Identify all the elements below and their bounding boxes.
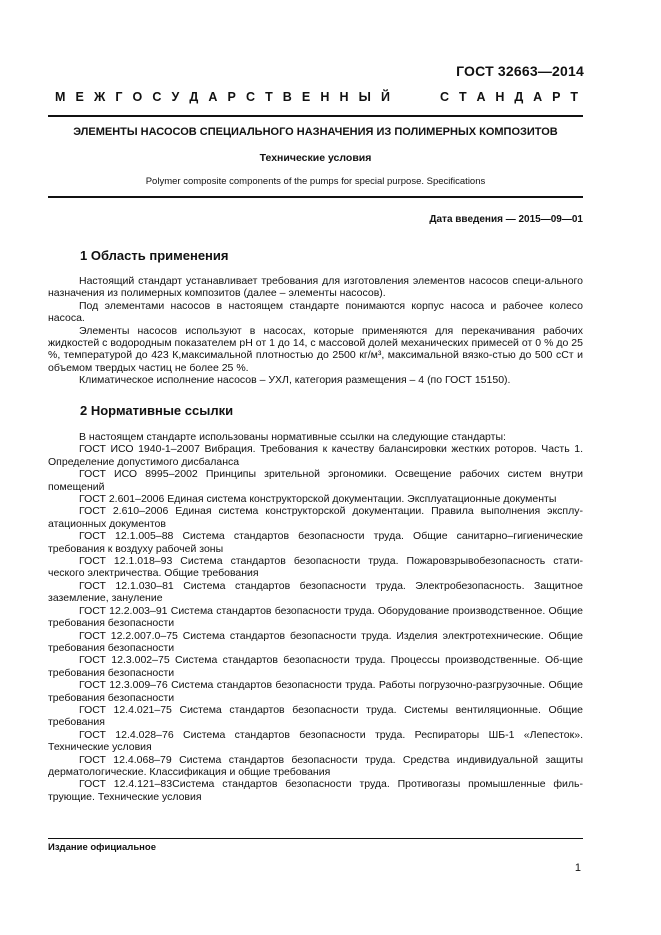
reference-item: ГОСТ 2.610–2006 Единая система конструкторской документации. Правила выполнения эксплу-атационных документов	[48, 505, 583, 530]
banner-letter: С	[245, 90, 255, 104]
references-intro: В настоящем стандарте использованы нормативные ссылки на следующие стандарты:	[79, 431, 506, 443]
document-title: ЭЛЕМЕНТЫ НАСОСОВ СПЕЦИАЛЬНОГО НАЗНАЧЕНИЯ ИЗ ПОЛИМЕРНЫХ КОМПОЗИТОВ	[73, 126, 558, 138]
paragraph: Под элементами насосов в настоящем стандарте понимаются корпус насоса и рабочее колесо насоса.	[48, 299, 583, 325]
introduction-date: Дата введения — 2015—09—01	[429, 214, 583, 225]
document-title-english: Polymer composite components of the pumps for special purpose. Specifications	[145, 176, 486, 187]
banner-letter: Н	[495, 90, 505, 104]
gost-number: ГОСТ 32663—2014	[456, 63, 584, 79]
banner-word-interstate	[55, 90, 390, 104]
reference-item: ГОСТ 12.2.003–91 Система стандартов безопасности труда. Оборудование производственное. Общие требования безопасности	[48, 604, 583, 630]
reference-item: ГОСТ ИСО 1940-1–2007 Вибрация. Требования к качеству балансировки жестких роторов. Часть 1. Определение допустимого дисбаланса	[48, 443, 583, 468]
banner-letter: Т	[265, 90, 273, 104]
banner-letter: А	[476, 90, 486, 104]
reference-item: ГОСТ 12.2.007.0–75 Система стандартов безопасности труда. Изделия электротехнические. Общие требования безопасности	[48, 629, 583, 654]
banner-letter: А	[533, 90, 543, 104]
reference-item: ГОСТ 12.3.009–76 Система стандартов безопасности труда. Работы погрузочно-разгрузочные. Общие требования безопасности	[48, 679, 583, 704]
banner-letter: Н	[320, 90, 330, 104]
reference-item: ГОСТ 12.1.030–81 Система стандартов безопасности труда. Электробезопасность. Защитное заземление, зануление	[48, 579, 583, 605]
banner-letter: А	[208, 90, 218, 104]
banner-letter: Е	[75, 90, 84, 104]
banner-word-standard	[440, 90, 578, 104]
page-number: 1	[574, 862, 581, 874]
paragraph: Климатическое исполнение насосов – УХЛ, категория размещения – 4 (по ГОСТ 15150).	[79, 374, 511, 387]
section-scope-body	[48, 275, 583, 387]
banner-letter: Е	[301, 90, 311, 104]
banner-letter: Н	[339, 90, 349, 104]
reference-item: ГОСТ 12.4.021–75 Система стандартов безопасности труда. Системы вентиляционные. Общие требования	[48, 703, 583, 729]
banner-letter: У	[171, 90, 180, 104]
document-subtitle: Технические условия	[259, 152, 372, 164]
section-references-body	[48, 431, 583, 803]
paragraph: Элементы насосов используют в насосах, которые применяются для перекачивания рабочих жидкостей с водородным показателем pH от 1 до 14, с массовой долей механических примесей от 0 % до 25 %, температурой до 423 К,максимальной плотностью до 2500 кг/м³, максимальной вязко-стью до 500 сСт и объемом твердых частиц не более 25 %.	[48, 324, 583, 374]
banner-letter: Ж	[93, 90, 106, 104]
reference-item: ГОСТ 12.4.121–83Система стандартов безопасности труда. Противогазы промышленные филь-трующие. Технические условия	[48, 778, 583, 803]
title-bottom-divider	[48, 196, 583, 198]
section-heading-scope: 1 Область применения	[80, 248, 229, 263]
top-divider	[48, 115, 583, 117]
reference-item: ГОСТ 12.3.002–75 Система стандартов безопасности труда. Процессы производственные. Об-щие требования безопасности	[48, 654, 583, 679]
banner-letter: Г	[115, 90, 123, 104]
reference-item: ГОСТ 12.1.018–93 Система стандартов безопасности труда. Пожаровзрывобезопасность стати-ческого электричества. Общие требования	[48, 555, 583, 580]
paragraph: Настоящий стандарт устанавливает требования для изготовления элементов насосов специ-ального назначения из полимерных композитов (далее – элементы насосов).	[48, 275, 583, 300]
banner-letter: Й	[380, 90, 390, 104]
banner-letter: О	[132, 90, 143, 104]
banner-letter: Ы	[358, 90, 371, 104]
banner-letter: В	[282, 90, 292, 104]
banner-letter: С	[440, 90, 450, 104]
banner-letter: Д	[514, 90, 524, 104]
reference-item: ГОСТ 2.601–2006 Единая система конструкторской документации. Эксплуатационные документы	[79, 493, 557, 506]
banner-letter: Д	[189, 90, 199, 104]
banner-letter: Т	[570, 90, 578, 104]
banner-letter: М	[55, 90, 66, 104]
standard-banner	[55, 90, 578, 104]
footer-divider	[48, 838, 583, 839]
banner-letter: Т	[458, 90, 467, 104]
official-edition-note: Издание официальное	[48, 842, 156, 853]
banner-letter: Р	[552, 90, 561, 104]
reference-item: ГОСТ 12.4.028–76 Система стандартов безопасности труда. Респираторы ШБ-1 «Лепесток». Технические условия	[48, 728, 583, 754]
reference-item: ГОСТ 12.1.005–88 Система стандартов безопасности труда. Общие санитарно–гигиенические требования к воздуху рабочей зоны	[48, 530, 583, 555]
reference-item: ГОСТ 12.4.068–79 Система стандартов безопасности труда. Средства индивидуальной защиты дерматологические. Классификация и общие требования	[48, 753, 583, 778]
section-heading-normative-references: 2 Нормативные ссылки	[80, 403, 234, 418]
banner-letter: С	[152, 90, 162, 104]
banner-letter: Р	[227, 90, 236, 104]
reference-item: ГОСТ ИСО 8995–2002 Принципы зрительной эргономики. Освещение рабочих систем внутри помещений	[48, 468, 583, 493]
